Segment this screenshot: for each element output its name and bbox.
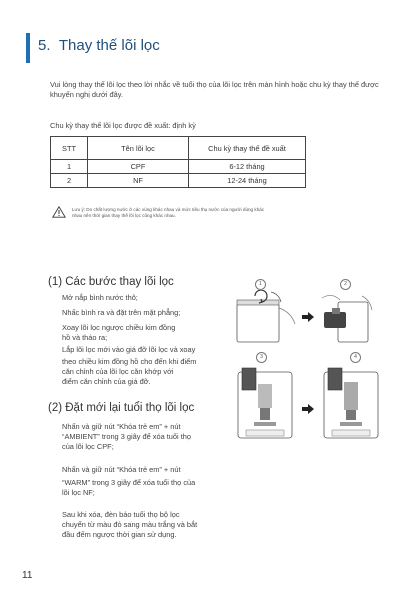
section-title bbox=[38, 37, 160, 54]
table-row bbox=[51, 160, 306, 174]
table-row bbox=[51, 174, 306, 188]
step-text bbox=[62, 345, 242, 387]
filter-cycle-table bbox=[50, 136, 306, 188]
reset-line: Nhấn và giữ nút “Khóa trẻ em” + nút bbox=[62, 422, 181, 431]
figure-lift-tank bbox=[318, 290, 382, 345]
steps-heading: (1) Các bước thay lõi lọc bbox=[48, 276, 174, 288]
reset-heading: (2) Đặt mới lại tuổi thọ lõi lọc bbox=[48, 402, 195, 414]
step-text bbox=[62, 323, 242, 343]
section-title-text: Thay thế lõi lọc bbox=[58, 37, 160, 54]
intro-paragraph: Vui lòng thay thế lõi lọc theo lời nhắc về tuổi thọ của lõi lọc trên màn hình hoặc chu kỳ thay thế được khuyến nghị dưới đây. bbox=[50, 80, 379, 99]
warning-note-line: nhau nên thời gian thay thế lõi lọc cũng khác nhau. bbox=[72, 213, 176, 218]
step-line: Lắp lõi lọc mới vào giá đỡ lõi lọc và xoay bbox=[62, 345, 196, 354]
figure-dispenser-installed bbox=[318, 364, 384, 442]
table-header-name: Tên lõi lọc bbox=[88, 137, 189, 160]
figure-open-lid bbox=[229, 290, 299, 345]
step-line: theo chiều kim đồng hồ cho đến khi điểm bbox=[62, 357, 197, 366]
step-line: điểm căn chỉnh của giá đỡ. bbox=[62, 377, 151, 386]
reset-paragraph bbox=[62, 422, 232, 452]
table-cell: 2 bbox=[51, 174, 88, 188]
table-header-cycle: Chu kỳ thay thế đề xuất bbox=[189, 137, 306, 160]
reset-paragraph bbox=[62, 510, 232, 540]
figure-number-2: 2 bbox=[340, 279, 351, 290]
section-number: 5. bbox=[38, 37, 51, 54]
reset-line: đầu đếm ngược thời gian sử dụng. bbox=[62, 530, 177, 539]
warning-note-line: Lưu ý: Do chất lượng nước ở các vùng khác nhau và mức tiêu thụ nước của người dùng khác bbox=[72, 207, 265, 212]
step-text: Mở nắp bình nước thô; bbox=[62, 293, 138, 302]
figure-dispenser-front bbox=[232, 364, 298, 442]
reset-line: lõi lọc NF; bbox=[62, 488, 95, 497]
reset-paragraph bbox=[62, 465, 232, 498]
step-line: căn chỉnh của lõi lọc căn khớp với bbox=[62, 367, 174, 376]
table-cell: NF bbox=[88, 174, 189, 188]
reset-line: chuyển từ màu đỏ sang màu trắng và bắt bbox=[62, 520, 198, 529]
reset-line: Sau khi xóa, đèn báo tuổi thọ bộ lọc bbox=[62, 510, 180, 519]
step-line: Xoay lõi lọc ngược chiều kim đồng bbox=[62, 323, 176, 332]
warning-icon bbox=[52, 206, 66, 218]
arrow-right-icon bbox=[302, 404, 314, 414]
figure-number-1: 1 bbox=[255, 279, 266, 290]
reset-line: Nhấn và giữ nút “Khóa trẻ em” + nút bbox=[62, 465, 181, 474]
table-cell: 12-24 tháng bbox=[189, 174, 306, 188]
table-cell: 6-12 tháng bbox=[189, 160, 306, 174]
table-header-row bbox=[51, 137, 306, 160]
warning-note bbox=[72, 207, 312, 219]
figure-number-4: 4 bbox=[350, 352, 361, 363]
reset-line: của lõi lọc CPF; bbox=[62, 442, 114, 451]
reset-line: “WARM” trong 3 giây để xóa tuổi thọ của bbox=[62, 478, 196, 487]
figure-number-3: 3 bbox=[256, 352, 267, 363]
table-cell: 1 bbox=[51, 160, 88, 174]
table-caption: Chu kỳ thay thế lõi lọc được đề xuất: định kỳ bbox=[50, 121, 196, 130]
step-text: Nhấc bình ra và đặt trên mặt phẳng; bbox=[62, 308, 181, 317]
section-accent-bar bbox=[26, 33, 30, 63]
table-cell: CPF bbox=[88, 160, 189, 174]
arrow-right-icon bbox=[302, 312, 314, 322]
page-number: 11 bbox=[22, 570, 33, 581]
table-header-stt: STT bbox=[51, 137, 88, 160]
reset-line: “AMBIENT” trong 3 giây để xóa tuổi thọ bbox=[62, 432, 191, 441]
step-line: hồ và tháo ra; bbox=[62, 333, 108, 342]
